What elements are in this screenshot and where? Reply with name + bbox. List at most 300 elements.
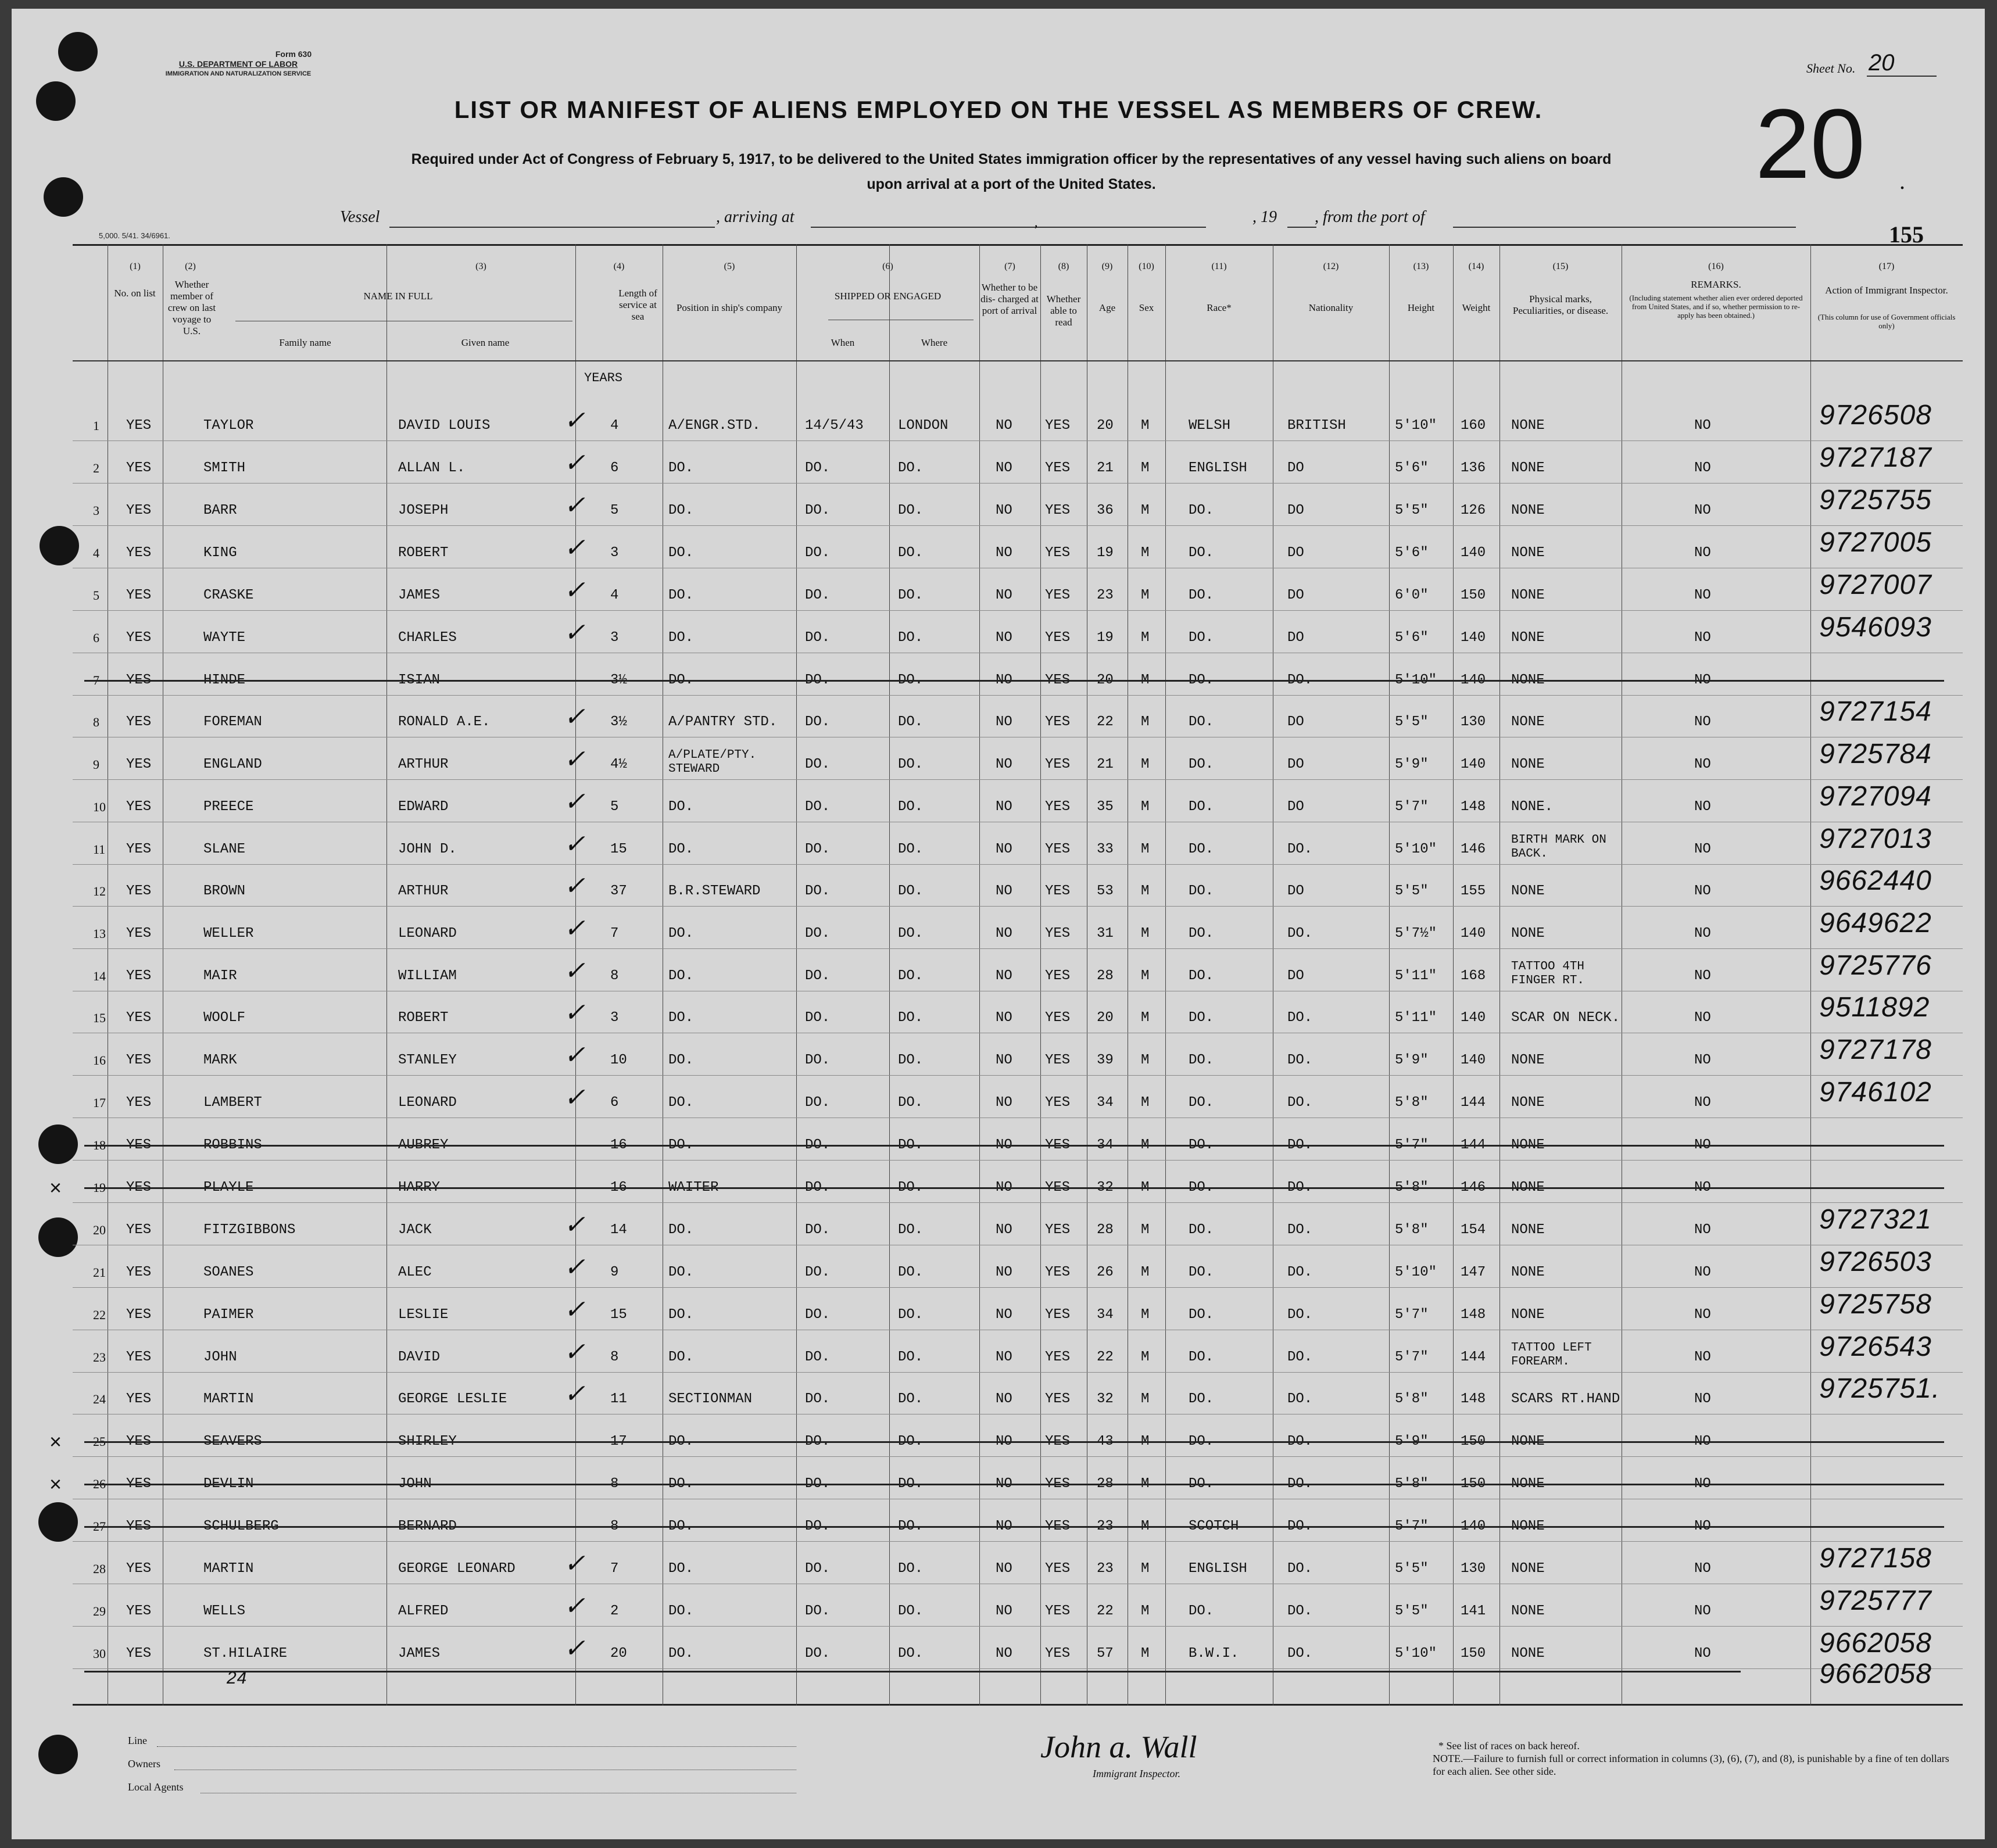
cell-when: DO. [805,1561,831,1577]
from-port-field[interactable] [1453,227,1796,228]
cell-given: ISIAN [398,672,441,688]
cell-given: RONALD A.E. [398,714,491,730]
cell-given: EDWARD [398,799,449,815]
cell-remarks: NO [1694,1052,1711,1068]
cell-when: DO. [805,1265,831,1280]
cell-when: DO. [805,926,831,941]
cell-read: YES [1045,1603,1071,1619]
cell-when: DO. [805,1222,831,1238]
cell-where: DO. [898,968,924,984]
col16-num: (16) [1708,262,1724,271]
cell-read: YES [1045,1391,1071,1407]
cell-age: 39 [1097,1052,1114,1068]
cell-no: 28 [93,1562,106,1576]
cell-race: DO. [1189,757,1214,772]
cell-weight: 140 [1461,1052,1486,1068]
col6-num: (6) [882,262,893,271]
cell-race: DO. [1189,503,1214,518]
cell-position: DO. [668,1561,694,1577]
cell-nationality: DO. [1287,672,1313,688]
cell-remarks: NO [1694,1349,1711,1365]
check-mark-icon: ✓ [564,449,585,477]
check-mark-icon: ✓ [564,745,585,773]
cell-height: 5'11" [1395,968,1437,984]
col11-heading: Race* [1207,302,1232,313]
cell-nationality: DO. [1287,926,1313,941]
cell-where: DO. [898,630,924,646]
cell-age: 20 [1097,1010,1114,1026]
cell-service: 3 [610,630,619,646]
cell-when: DO. [805,630,831,646]
cell-nationality: DO. [1287,1222,1313,1238]
cell-discharge: NO [996,418,1012,434]
tally-note: 24 [227,1668,248,1688]
year-label: , 19 [1252,208,1277,226]
col7-heading: Whether to be dis- charged at port of arrival [980,282,1039,316]
cell-discharge: NO [996,1434,1012,1449]
cell-discharge: NO [996,1518,1012,1534]
cell-height: 5'8" [1395,1391,1429,1407]
cell-race: DO. [1189,1222,1214,1238]
row-rule [73,1626,1963,1627]
cell-where: DO. [898,1095,924,1111]
cell-marks: NONE [1511,1265,1545,1280]
cell-remarks: NO [1694,1561,1711,1577]
service-name: IMMIGRATION AND NATURALIZATION SERVICE [165,70,312,77]
cell-read: YES [1045,1307,1071,1323]
cell-given: BERNARD [398,1518,457,1534]
crew-table [49,244,1963,1706]
cell-action: 9649622 [1819,908,1932,939]
cell-sex: M [1141,1222,1150,1238]
cell-action: 9725758 [1819,1289,1932,1320]
family-name-heading: Family name [279,337,331,348]
cell-height: 5'7" [1395,1307,1429,1323]
cell-weight: 144 [1461,1095,1486,1111]
cell-no: 18 [93,1138,106,1152]
column-rule [889,244,890,1706]
cell-marks: TATTOO LEFT FOREARM. [1511,1341,1592,1369]
cell-position: DO. [668,672,694,688]
cell-no: 5 [93,588,99,603]
cell-where: DO. [898,672,924,688]
cell-remarks: NO [1694,1476,1711,1492]
cell-height: 5'10" [1395,672,1437,688]
cell-service: 5 [610,799,619,815]
cell-position: B.R.STEWARD [668,883,761,899]
row-rule [73,1372,1963,1373]
cell-family: ENGLAND [203,757,262,772]
cell-marks: NONE [1511,672,1545,688]
cell-service: 3 [610,545,619,561]
col4-heading: Length of service at sea [618,288,657,322]
cell-when: 14/5/43 [805,418,864,434]
check-mark-icon: ✓ [564,1253,585,1281]
cell-age: 23 [1097,588,1114,603]
cell-member: YES [126,1349,152,1365]
cell-remarks: NO [1694,1518,1711,1534]
inspector-signature: John a. Wall [1040,1729,1197,1764]
cell-position: SECTIONMAN [668,1391,753,1407]
cell-marks: NONE [1511,460,1545,476]
cell-height: 5'5" [1395,1561,1429,1577]
cell-no: 26 [93,1477,106,1491]
cell-height: 5'9" [1395,1052,1429,1068]
cell-sex: M [1141,1646,1150,1661]
cell-nationality: DO. [1287,1307,1313,1323]
cell-nationality: DO. [1287,1603,1313,1619]
cell-marks: NONE [1511,1307,1545,1323]
cell-race: DO. [1189,926,1214,941]
cell-no: 22 [93,1308,106,1322]
cell-member: YES [126,883,152,899]
cell-given: ROBERT [398,1010,449,1026]
cell-marks: NONE [1511,503,1545,518]
cell-no: 21 [93,1265,106,1280]
cell-remarks: NO [1694,926,1711,941]
check-mark-icon: ✓ [564,1338,585,1366]
cell-race: ENGLISH [1189,1561,1247,1577]
cell-position: DO. [668,1518,694,1534]
cell-weight: 168 [1461,968,1486,984]
arriving-field[interactable] [811,227,1206,228]
cell-read: YES [1045,926,1071,941]
cell-action: 9727154 [1819,696,1932,727]
cell-age: 22 [1097,1603,1114,1619]
department-name: U.S. DEPARTMENT OF LABOR [178,59,298,69]
inspector-label: Immigrant Inspector. [1093,1768,1180,1779]
cell-weight: 150 [1461,1476,1486,1492]
cell-given: ARTHUR [398,883,449,899]
agents-label: Local Agents [128,1781,184,1793]
cell-sex: M [1141,841,1150,857]
cell-weight: 160 [1461,418,1486,434]
col11-num: (11) [1211,262,1227,271]
cell-remarks: NO [1694,1307,1711,1323]
cell-member: YES [126,1095,152,1111]
cell-race: DO. [1189,545,1214,561]
cell-sex: M [1141,1307,1150,1323]
cell-when: DO. [805,968,831,984]
cell-read: YES [1045,1010,1071,1026]
where-heading: Where [921,337,948,348]
cell-family: TAYLOR [203,418,254,434]
check-mark-icon: ✓ [564,914,585,943]
cell-remarks: NO [1694,1222,1711,1238]
column-rule [1389,244,1390,1706]
cell-given: ROBERT [398,545,449,561]
line-field[interactable] [157,1746,796,1747]
cell-service: 8 [610,1476,619,1492]
cell-discharge: NO [996,1349,1012,1365]
col8-heading: Whether able to read [1046,293,1081,328]
cell-age: 22 [1097,714,1114,730]
cell-member: YES [126,1434,152,1449]
cell-age: 28 [1097,968,1114,984]
cell-race: DO. [1189,799,1214,815]
cell-when: DO. [805,460,831,476]
cell-service: 8 [610,1349,619,1365]
cell-where: DO. [898,1180,924,1195]
cell-no: 13 [93,926,106,941]
cell-read: YES [1045,714,1071,730]
cell-given: JOHN D. [398,841,457,857]
cell-weight: 140 [1461,630,1486,646]
cell-no: 1 [93,418,99,433]
col17-heading: Action of Immigrant Inspector. [1825,285,1948,296]
cell-marks: NONE [1511,926,1545,941]
cell-age: 34 [1097,1137,1114,1153]
cell-discharge: NO [996,1391,1012,1407]
page-number: 155 [1889,221,1924,248]
cell-remarks: NO [1694,1603,1711,1619]
cell-given: ALLAN L. [398,460,466,476]
cell-read: YES [1045,1137,1071,1153]
vessel-label: Vessel [340,208,380,226]
cell-position: DO. [668,926,694,941]
cell-discharge: NO [996,1603,1012,1619]
cell-read: YES [1045,841,1071,857]
col2-num: (2) [185,262,196,271]
cell-where: DO. [898,1052,924,1068]
cell-height: 5'10" [1395,1646,1437,1661]
cell-where: DO. [898,545,924,561]
cell-weight: 141 [1461,1603,1486,1619]
cell-weight: 154 [1461,1222,1486,1238]
col1-num: (1) [130,262,141,271]
vessel-field[interactable] [389,227,715,228]
cell-where: DO. [898,1137,924,1153]
document-title: LIST OR MANIFEST OF ALIENS EMPLOYED ON THE VESSEL AS MEMBERS OF CREW. [454,96,1543,123]
column-rule [1453,244,1454,1706]
cell-member: YES [126,926,152,941]
cell-marks: NONE [1511,714,1545,730]
check-mark-icon: ✓ [564,1295,585,1324]
row-rule [73,1456,1963,1457]
cell-service: 6 [610,460,619,476]
cell-read: YES [1045,1434,1071,1449]
cell-nationality: DO [1287,968,1304,984]
cell-service: 10 [610,1052,627,1068]
cell-sex: M [1141,1561,1150,1577]
cell-position: DO. [668,841,694,857]
strike-through-line [84,1441,1944,1443]
cell-no: 11 [93,842,106,857]
cell-marks: SCARS RT.HAND [1511,1391,1620,1407]
cell-weight: 140 [1461,757,1486,772]
cell-height: 5'6" [1395,460,1429,476]
col12-heading: Nationality [1308,302,1354,313]
cell-member: YES [126,588,152,603]
cell-height: 5'6" [1395,630,1429,646]
column-rule [979,244,980,1706]
col5-num: (5) [724,262,735,271]
row-rule [73,695,1963,696]
cell-weight: 150 [1461,1434,1486,1449]
cell-race: SCOTCH [1189,1518,1239,1534]
strike-through-line [84,680,1944,682]
cell-family: KING [203,545,237,561]
cell-member: YES [126,460,152,476]
cell-no: 23 [93,1350,106,1364]
cell-nationality: DO [1287,630,1304,646]
cell-sex: M [1141,883,1150,899]
cell-read: YES [1045,1561,1071,1577]
cell-position: DO. [668,799,694,815]
x-mark-icon: × [49,1176,62,1199]
cell-when: DO. [805,1646,831,1661]
cell-where: DO. [898,1349,924,1365]
cell-sex: M [1141,968,1150,984]
cell-position: DO. [668,630,694,646]
cell-member: YES [126,1603,152,1619]
cell-member: YES [126,1265,152,1280]
cell-sex: M [1141,1603,1150,1619]
cell-member: YES [126,1222,152,1238]
cell-sex: M [1141,588,1150,603]
cell-weight: 150 [1461,588,1486,603]
cell-given: JOHN [398,1476,432,1492]
cell-marks: NONE [1511,1518,1545,1534]
cell-no: 8 [93,715,99,729]
print-code: 5,000. 5/41. 34/6961. [99,231,170,240]
cell-nationality: DO. [1287,1180,1313,1195]
cell-discharge: NO [996,799,1012,815]
cell-action: 9727187 [1819,442,1932,473]
col10-heading: Sex [1139,302,1154,313]
cell-remarks: NO [1694,714,1711,730]
cell-age: 43 [1097,1434,1114,1449]
cell-remarks: NO [1694,503,1711,518]
check-mark-icon: ✓ [564,491,585,520]
cell-height: 5'11" [1395,1010,1437,1026]
end-of-list-line [84,1671,1741,1672]
cell-position: DO. [668,588,694,603]
col3-heading: NAME IN FULL [363,291,433,302]
cell-remarks: NO [1694,799,1711,815]
row-rule [73,906,1963,907]
punch-hole [58,32,98,71]
cell-race: DO. [1189,1434,1214,1449]
cell-marks: NONE [1511,418,1545,434]
cell-sex: M [1141,460,1150,476]
cell-marks: NONE. [1511,799,1554,815]
agency-block [99,49,378,79]
cell-sex: M [1141,1434,1150,1449]
cell-action: 9725751. [1819,1373,1941,1404]
cell-family: MARTIN [203,1391,254,1407]
cell-family: MARTIN [203,1561,254,1577]
cell-member: YES [126,799,152,815]
cell-race: DO. [1189,1095,1214,1111]
cell-when: DO. [805,672,831,688]
footer-notes [1433,1739,1956,1778]
cell-remarks: NO [1694,1434,1711,1449]
cell-age: 31 [1097,926,1114,941]
year-field[interactable] [1287,227,1316,228]
cell-marks: BIRTH MARK ON BACK. [1511,833,1606,861]
cell-age: 23 [1097,1561,1114,1577]
cell-read: YES [1045,1265,1071,1280]
cell-given: JACK [398,1222,432,1238]
punch-hole [38,1217,78,1257]
cell-sex: M [1141,1391,1150,1407]
cell-discharge: NO [996,503,1012,518]
cell-member: YES [126,672,152,688]
cell-race: DO. [1189,630,1214,646]
check-mark-icon: ✓ [564,1380,585,1408]
cell-sex: M [1141,630,1150,646]
given-name-heading: Given name [461,337,510,348]
cell-service: 4½ [610,757,627,772]
cell-action: 9727094 [1819,781,1932,812]
cell-when: DO. [805,1095,831,1111]
cell-marks: NONE [1511,883,1545,899]
cell-age: 32 [1097,1180,1114,1195]
cell-marks: NONE [1511,1137,1545,1153]
check-mark-icon: ✓ [564,998,585,1027]
cell-member: YES [126,1010,152,1026]
cell-height: 5'9" [1395,1434,1429,1449]
cell-member: YES [126,545,152,561]
cell-race: DO. [1189,714,1214,730]
cell-where: LONDON [898,418,949,434]
cell-no: 2 [93,461,99,475]
check-mark-icon: ✓ [564,406,585,435]
cell-service: 2 [610,1603,619,1619]
cell-marks: NONE [1511,1646,1545,1661]
cell-race: DO. [1189,1476,1214,1492]
cell-position: DO. [668,460,694,476]
cell-family: DEVLIN [203,1476,254,1492]
cell-age: 57 [1097,1646,1114,1661]
cell-weight: 148 [1461,1391,1486,1407]
cell-height: 5'5" [1395,1603,1429,1619]
cell-read: YES [1045,1518,1071,1534]
col10-num: (10) [1139,262,1154,271]
cell-member: YES [126,1646,152,1661]
cell-race: WELSH [1189,418,1231,434]
cell-given: AUBREY [398,1137,449,1153]
cell-remarks: NO [1694,841,1711,857]
cell-marks: NONE [1511,1180,1545,1195]
cell-member: YES [126,1307,152,1323]
cell-remarks: NO [1694,672,1711,688]
cell-member: YES [126,1180,152,1195]
cell-remarks: NO [1694,1137,1711,1153]
cell-position: DO. [668,1434,694,1449]
cell-weight: 140 [1461,1518,1486,1534]
cell-action: 9662440 [1819,865,1932,896]
cell-service: 4 [610,588,619,603]
cell-family: SEAVERS [203,1434,262,1449]
document-subtitle [314,147,1709,197]
cell-sex: M [1141,1349,1150,1365]
cell-where: DO. [898,588,924,603]
cell-nationality: DO [1287,714,1304,730]
cell-action: 9727321 [1819,1204,1932,1235]
cell-discharge: NO [996,757,1012,772]
cell-sex: M [1141,503,1150,518]
cell-when: DO. [805,1052,831,1068]
col13-heading: Height [1407,302,1435,313]
cell-height: 5'8" [1395,1180,1429,1195]
cell-service: 3½ [610,672,627,688]
cell-family: WELLS [203,1603,246,1619]
cell-position: DO. [668,1222,694,1238]
cell-member: YES [126,1561,152,1577]
col6-heading: SHIPPED OR ENGAGED [834,291,942,302]
